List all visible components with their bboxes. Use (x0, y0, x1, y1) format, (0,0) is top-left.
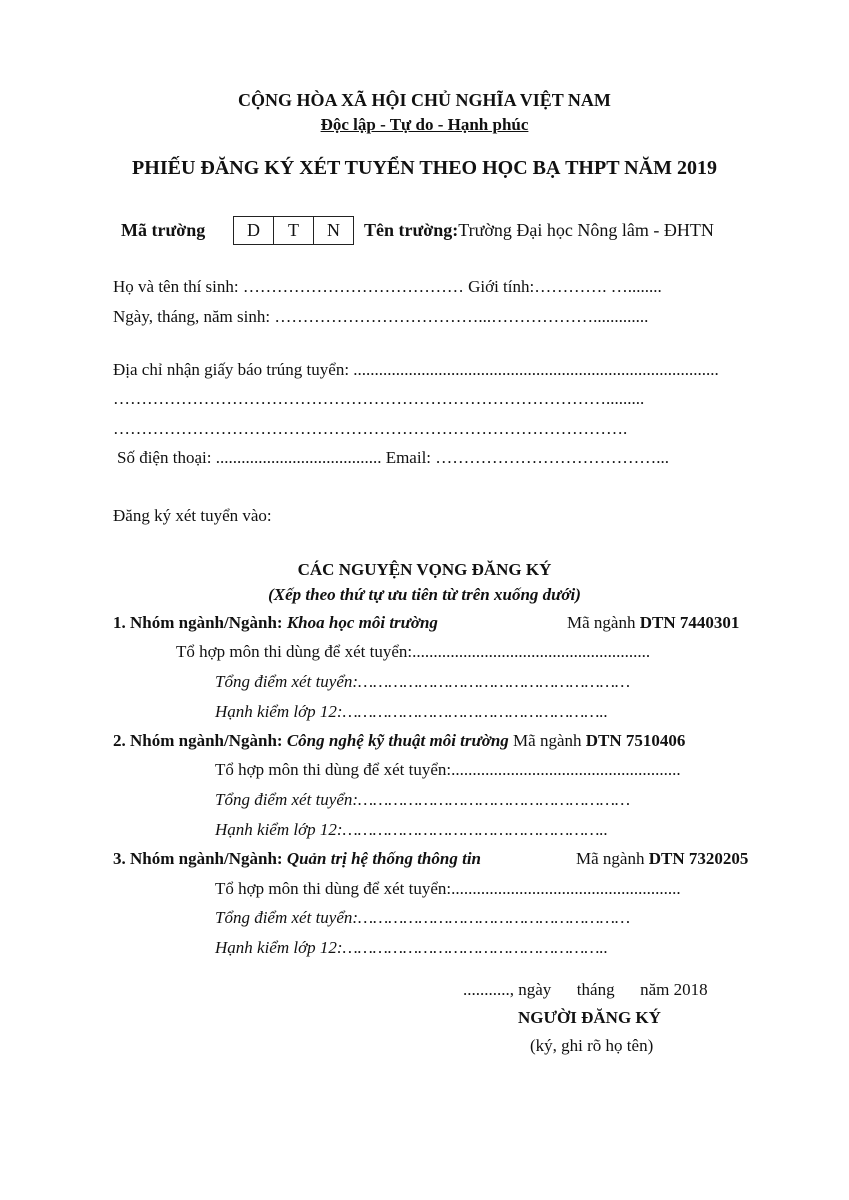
wish-3-score-field[interactable]: Tổng điểm xét tuyển:……………………………………………… (215, 908, 631, 927)
school-name (364, 220, 714, 241)
fullname-gender-field[interactable]: Họ và tên thí sinh: ………………………………… Giới tính:…………. …........ (113, 277, 662, 296)
form-title: PHIẾU ĐĂNG KÝ XÉT TUYỂN THEO HỌC BẠ THPT NĂM 2019 (132, 157, 717, 179)
school-name-label: Tên trường: (364, 220, 459, 240)
register-intro: Đăng ký xét tuyển vào: (113, 506, 272, 525)
wish-3-conduct-field[interactable]: Hạnh kiểm lớp 12:…………………………………………….. (215, 938, 609, 957)
wish-3-combo-field[interactable]: Tổ hợp môn thi dùng để xét tuyển:...................................................... (215, 879, 681, 898)
wish-1-title (113, 613, 438, 633)
address-line-2[interactable]: ……………………………………………………………………………......... (113, 389, 645, 408)
wish-2-title (113, 731, 685, 751)
wish-2-combo-field[interactable]: Tổ hợp môn thi dùng để xét tuyển:...................................................... (215, 760, 681, 779)
wish-code: DTN 7510406 (585, 731, 686, 750)
wish-label: 1. Nhóm ngành/Ngành: (113, 613, 287, 632)
wish-label: 2. Nhóm ngành/Ngành: (113, 731, 287, 750)
signature-date-line[interactable]: ..........., ngày tháng năm 2018 (463, 980, 708, 999)
wishes-heading: CÁC NGUYỆN VỌNG ĐĂNG KÝ (297, 560, 552, 579)
signer-note: (ký, ghi rõ họ tên) (530, 1036, 654, 1055)
phone-email-field[interactable]: Số điện thoại: ....................................... Email: …………………………………... (117, 448, 670, 467)
dob-field[interactable]: Ngày, tháng, năm sinh: ………………………………...………………............. (113, 307, 649, 326)
wish-1-conduct-field[interactable]: Hạnh kiểm lớp 12:…………………………………………….. (215, 702, 609, 721)
wish-code-label: Mã ngành (567, 613, 640, 632)
school-code-box: N (313, 216, 354, 245)
motto: Độc lập - Tự do - Hạnh phúc (320, 115, 529, 134)
wish-code: DTN 7320205 (648, 849, 749, 868)
wish-1-code (567, 613, 739, 633)
wish-2-conduct-field[interactable]: Hạnh kiểm lớp 12:…………………………………………….. (215, 820, 609, 839)
school-code-boxes (234, 216, 354, 245)
wish-3-code (576, 849, 748, 869)
wish-label: 3. Nhóm ngành/Ngành: (113, 849, 287, 868)
wish-1-score-field[interactable]: Tổng điểm xét tuyển:……………………………………………… (215, 672, 631, 691)
wish-major: Khoa học môi trường (286, 613, 438, 632)
wishes-subheading: (Xếp theo thứ tự ưu tiên từ trên xuống dưới) (268, 585, 581, 604)
wish-code-label: Mã ngành (576, 849, 649, 868)
school-code-box: D (233, 216, 274, 245)
wish-1-combo-field[interactable]: Tổ hợp môn thi dùng để xét tuyển:........................................................ (176, 642, 651, 661)
signer-label: NGƯỜI ĐĂNG KÝ (518, 1008, 661, 1027)
wish-3-title (113, 849, 481, 869)
address-field[interactable]: Địa chỉ nhận giấy báo trúng tuyển: ...................................................................................... (113, 360, 719, 379)
school-code-box: T (273, 216, 314, 245)
school-code-label: Mã trường (121, 220, 206, 240)
nation-heading: CỘNG HÒA XÃ HỘI CHỦ NGHĨA VIỆT NAM (238, 90, 611, 110)
school-name-value: Trường Đại học Nông lâm - ĐHTN (458, 220, 714, 240)
wish-major: Quản trị hệ thống thông tin (286, 849, 481, 868)
address-line-3[interactable]: ………………………………………………………………………………. (113, 419, 628, 438)
wish-2-score-field[interactable]: Tổng điểm xét tuyển:……………………………………………… (215, 790, 631, 809)
wish-major: Công nghệ kỹ thuật môi trường (286, 731, 509, 750)
wish-code: DTN 7440301 (639, 613, 740, 632)
wish-code-label: Mã ngành (508, 731, 586, 750)
